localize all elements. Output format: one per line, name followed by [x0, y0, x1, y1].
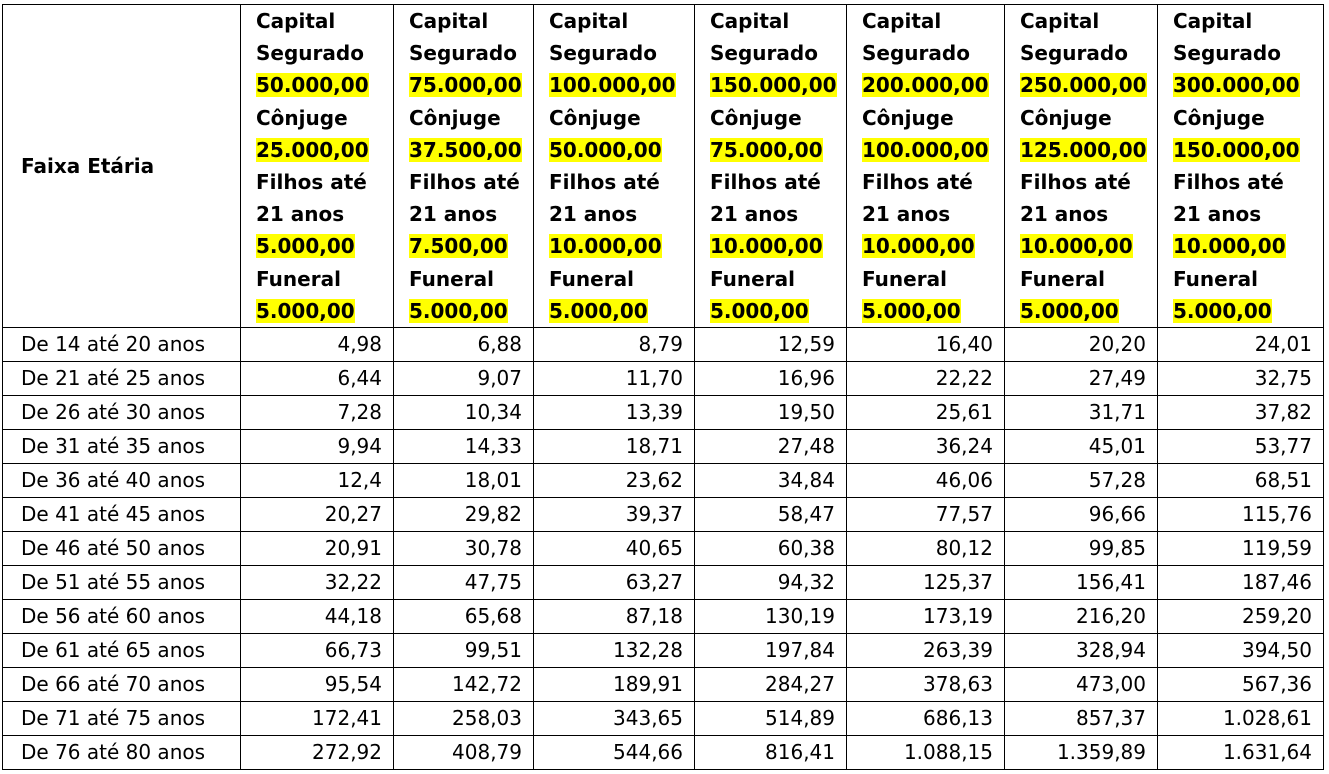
premium-cell: 68,51: [1158, 464, 1324, 498]
premium-table: [2, 4, 1324, 770]
filhos-label: Filhos até: [1173, 170, 1284, 195]
premium-cell: 343,65: [534, 702, 695, 736]
premium-cell: 12,59: [695, 328, 847, 362]
premium-cell: 66,73: [241, 634, 394, 668]
capital-amount: 75.000,00: [409, 73, 522, 98]
filhos-amount: 10.000,00: [862, 234, 975, 259]
premium-cell: 378,63: [847, 668, 1005, 702]
premium-cell: 1.028,61: [1158, 702, 1324, 736]
premium-cell: 115,76: [1158, 498, 1324, 532]
funeral-label: Funeral: [862, 266, 947, 291]
table-row: [3, 600, 1324, 634]
premium-cell: 18,01: [394, 464, 534, 498]
premium-cell: 57,28: [1005, 464, 1158, 498]
capital-label: Capital: [1173, 9, 1253, 33]
table-row: [3, 362, 1324, 396]
table-row: [3, 702, 1324, 736]
funeral-label: Funeral: [256, 266, 341, 291]
funeral-amount: 5.000,00: [862, 298, 961, 323]
funeral-amount: 5.000,00: [256, 298, 355, 323]
premium-cell: 7,28: [241, 396, 394, 430]
age-range-cell: De 36 até 40 anos: [3, 464, 241, 498]
premium-cell: 258,03: [394, 702, 534, 736]
premium-cell: 1.359,89: [1005, 736, 1158, 770]
filhos-label: Filhos até: [1020, 170, 1131, 195]
premium-cell: 39,37: [534, 498, 695, 532]
conjuge-amount: 150.000,00: [1173, 137, 1300, 162]
premium-cell: 31,71: [1005, 396, 1158, 430]
table-row: [3, 736, 1324, 770]
premium-cell: 27,48: [695, 430, 847, 464]
premium-cell: 14,33: [394, 430, 534, 464]
premium-cell: 686,13: [847, 702, 1005, 736]
funeral-label: Funeral: [1173, 266, 1258, 291]
filhos-label: Filhos até: [256, 170, 367, 195]
table-row: [3, 328, 1324, 362]
table-row: [3, 464, 1324, 498]
filhos-age-label: 21 anos: [1173, 202, 1262, 227]
table-row: [3, 532, 1324, 566]
premium-cell: 87,18: [534, 600, 695, 634]
premium-cell: 6,44: [241, 362, 394, 396]
premium-cell: 156,41: [1005, 566, 1158, 600]
premium-cell: 96,66: [1005, 498, 1158, 532]
premium-cell: 47,75: [394, 566, 534, 600]
coverage-header: [695, 5, 847, 328]
premium-cell: 32,22: [241, 566, 394, 600]
segurado-label: Segurado: [549, 41, 657, 66]
filhos-amount: 10.000,00: [710, 234, 823, 259]
premium-cell: 10,34: [394, 396, 534, 430]
premium-cell: 58,47: [695, 498, 847, 532]
premium-cell: 197,84: [695, 634, 847, 668]
premium-cell: 1.631,64: [1158, 736, 1324, 770]
premium-cell: 408,79: [394, 736, 534, 770]
premium-cell: 284,27: [695, 668, 847, 702]
premium-cell: 20,27: [241, 498, 394, 532]
premium-cell: 857,37: [1005, 702, 1158, 736]
premium-cell: 12,4: [241, 464, 394, 498]
filhos-amount: 7.500,00: [409, 234, 508, 259]
funeral-amount: 5.000,00: [1173, 298, 1272, 323]
premium-cell: 95,54: [241, 668, 394, 702]
conjuge-label: Cônjuge: [862, 105, 954, 130]
segurado-label: Segurado: [1173, 41, 1281, 66]
premium-cell: 394,50: [1158, 634, 1324, 668]
premium-cell: 37,82: [1158, 396, 1324, 430]
premium-cell: 94,32: [695, 566, 847, 600]
premium-cell: 514,89: [695, 702, 847, 736]
age-range-cell: De 66 até 70 anos: [3, 668, 241, 702]
filhos-amount: 10.000,00: [549, 234, 662, 259]
premium-cell: 99,85: [1005, 532, 1158, 566]
premium-cell: 80,12: [847, 532, 1005, 566]
capital-amount: 300.000,00: [1173, 73, 1300, 98]
table-row: [3, 498, 1324, 532]
age-range-cell: De 46 até 50 anos: [3, 532, 241, 566]
conjuge-amount: 125.000,00: [1020, 137, 1147, 162]
premium-cell: 9,94: [241, 430, 394, 464]
premium-cell: 53,77: [1158, 430, 1324, 464]
premium-cell: 567,36: [1158, 668, 1324, 702]
premium-cell: 6,88: [394, 328, 534, 362]
conjuge-label: Cônjuge: [549, 105, 641, 130]
premium-cell: 32,75: [1158, 362, 1324, 396]
premium-cell: 46,06: [847, 464, 1005, 498]
filhos-label: Filhos até: [409, 170, 520, 195]
premium-cell: 272,92: [241, 736, 394, 770]
premium-cell: 130,19: [695, 600, 847, 634]
conjuge-amount: 50.000,00: [549, 137, 662, 162]
premium-cell: 11,70: [534, 362, 695, 396]
coverage-header: [847, 5, 1005, 328]
segurado-label: Segurado: [862, 41, 970, 66]
capital-label: Capital: [1020, 9, 1100, 33]
conjuge-amount: 75.000,00: [710, 137, 823, 162]
premium-cell: 20,91: [241, 532, 394, 566]
premium-cell: 77,57: [847, 498, 1005, 532]
table-row: [3, 396, 1324, 430]
segurado-label: Segurado: [710, 41, 818, 66]
capital-amount: 150.000,00: [710, 73, 837, 98]
header-row: [3, 5, 1324, 328]
filhos-age-label: 21 anos: [409, 202, 498, 227]
premium-cell: 99,51: [394, 634, 534, 668]
age-range-cell: De 56 até 60 anos: [3, 600, 241, 634]
premium-cell: 24,01: [1158, 328, 1324, 362]
premium-cell: 25,61: [847, 396, 1005, 430]
funeral-label: Funeral: [710, 266, 795, 291]
premium-cell: 16,96: [695, 362, 847, 396]
filhos-age-label: 21 anos: [710, 202, 799, 227]
premium-cell: 44,18: [241, 600, 394, 634]
table-header: [3, 5, 1324, 328]
age-range-cell: De 26 até 30 anos: [3, 396, 241, 430]
table-row: [3, 634, 1324, 668]
coverage-header: [394, 5, 534, 328]
table-row: [3, 430, 1324, 464]
premium-cell: 816,41: [695, 736, 847, 770]
premium-cell: 16,40: [847, 328, 1005, 362]
filhos-label: Filhos até: [549, 170, 660, 195]
table-body: [3, 328, 1324, 770]
premium-cell: 60,38: [695, 532, 847, 566]
filhos-age-label: 21 anos: [549, 202, 638, 227]
filhos-amount: 10.000,00: [1173, 234, 1286, 259]
premium-cell: 27,49: [1005, 362, 1158, 396]
conjuge-amount: 37.500,00: [409, 137, 522, 162]
funeral-amount: 5.000,00: [549, 298, 648, 323]
premium-cell: 328,94: [1005, 634, 1158, 668]
conjuge-label: Cônjuge: [256, 105, 348, 130]
filhos-label: Filhos até: [862, 170, 973, 195]
premium-cell: 34,84: [695, 464, 847, 498]
premium-cell: 19,50: [695, 396, 847, 430]
premium-cell: 1.088,15: [847, 736, 1005, 770]
premium-cell: 172,41: [241, 702, 394, 736]
capital-label: Capital: [256, 9, 336, 33]
filhos-age-label: 21 anos: [1020, 202, 1109, 227]
premium-cell: 189,91: [534, 668, 695, 702]
premium-cell: 20,20: [1005, 328, 1158, 362]
age-range-cell: De 61 até 65 anos: [3, 634, 241, 668]
premium-cell: 259,20: [1158, 600, 1324, 634]
premium-cell: 8,79: [534, 328, 695, 362]
funeral-label: Funeral: [549, 266, 634, 291]
premium-cell: 125,37: [847, 566, 1005, 600]
conjuge-amount: 25.000,00: [256, 137, 369, 162]
capital-label: Capital: [549, 9, 629, 33]
age-range-cell: De 71 até 75 anos: [3, 702, 241, 736]
premium-cell: 9,07: [394, 362, 534, 396]
age-range-cell: De 31 até 35 anos: [3, 430, 241, 464]
filhos-amount: 10.000,00: [1020, 234, 1133, 259]
premium-cell: 18,71: [534, 430, 695, 464]
capital-amount: 250.000,00: [1020, 73, 1147, 98]
capital-label: Capital: [862, 9, 942, 33]
age-range-cell: De 41 até 45 anos: [3, 498, 241, 532]
segurado-label: Segurado: [409, 41, 517, 66]
premium-cell: 40,65: [534, 532, 695, 566]
capital-label: Capital: [409, 9, 489, 33]
premium-cell: 45,01: [1005, 430, 1158, 464]
premium-cell: 23,62: [534, 464, 695, 498]
premium-cell: 216,20: [1005, 600, 1158, 634]
premium-cell: 4,98: [241, 328, 394, 362]
funeral-label: Funeral: [409, 266, 494, 291]
filhos-label: Filhos até: [710, 170, 821, 195]
table-row: [3, 668, 1324, 702]
segurado-label: Segurado: [256, 41, 364, 66]
premium-cell: 263,39: [847, 634, 1005, 668]
coverage-header: [534, 5, 695, 328]
conjuge-amount: 100.000,00: [862, 137, 989, 162]
capital-amount: 200.000,00: [862, 73, 989, 98]
premium-cell: 63,27: [534, 566, 695, 600]
funeral-amount: 5.000,00: [710, 298, 809, 323]
premium-cell: 30,78: [394, 532, 534, 566]
premium-cell: 187,46: [1158, 566, 1324, 600]
capital-amount: 50.000,00: [256, 73, 369, 98]
premium-cell: 22,22: [847, 362, 1005, 396]
age-range-cell: De 76 até 80 anos: [3, 736, 241, 770]
table-row: [3, 566, 1324, 600]
coverage-header: [1005, 5, 1158, 328]
premium-cell: 13,39: [534, 396, 695, 430]
funeral-label: Funeral: [1020, 266, 1105, 291]
premium-cell: 29,82: [394, 498, 534, 532]
coverage-header: [241, 5, 394, 328]
premium-cell: 173,19: [847, 600, 1005, 634]
filhos-age-label: 21 anos: [862, 202, 951, 227]
premium-cell: 132,28: [534, 634, 695, 668]
conjuge-label: Cônjuge: [409, 105, 501, 130]
conjuge-label: Cônjuge: [1173, 105, 1265, 130]
age-range-cell: De 51 até 55 anos: [3, 566, 241, 600]
filhos-amount: 5.000,00: [256, 234, 355, 259]
premium-cell: 65,68: [394, 600, 534, 634]
segurado-label: Segurado: [1020, 41, 1128, 66]
coverage-header: [1158, 5, 1324, 328]
age-range-cell: De 14 até 20 anos: [3, 328, 241, 362]
premium-cell: 142,72: [394, 668, 534, 702]
funeral-amount: 5.000,00: [1020, 298, 1119, 323]
capital-label: Capital: [710, 9, 790, 33]
conjuge-label: Cônjuge: [1020, 105, 1112, 130]
conjuge-label: Cônjuge: [710, 105, 802, 130]
premium-cell: 119,59: [1158, 532, 1324, 566]
age-range-header: Faixa Etária: [3, 5, 241, 328]
capital-amount: 100.000,00: [549, 73, 676, 98]
filhos-age-label: 21 anos: [256, 202, 345, 227]
premium-cell: 36,24: [847, 430, 1005, 464]
age-range-cell: De 21 até 25 anos: [3, 362, 241, 396]
funeral-amount: 5.000,00: [409, 298, 508, 323]
premium-cell: 473,00: [1005, 668, 1158, 702]
premium-cell: 544,66: [534, 736, 695, 770]
